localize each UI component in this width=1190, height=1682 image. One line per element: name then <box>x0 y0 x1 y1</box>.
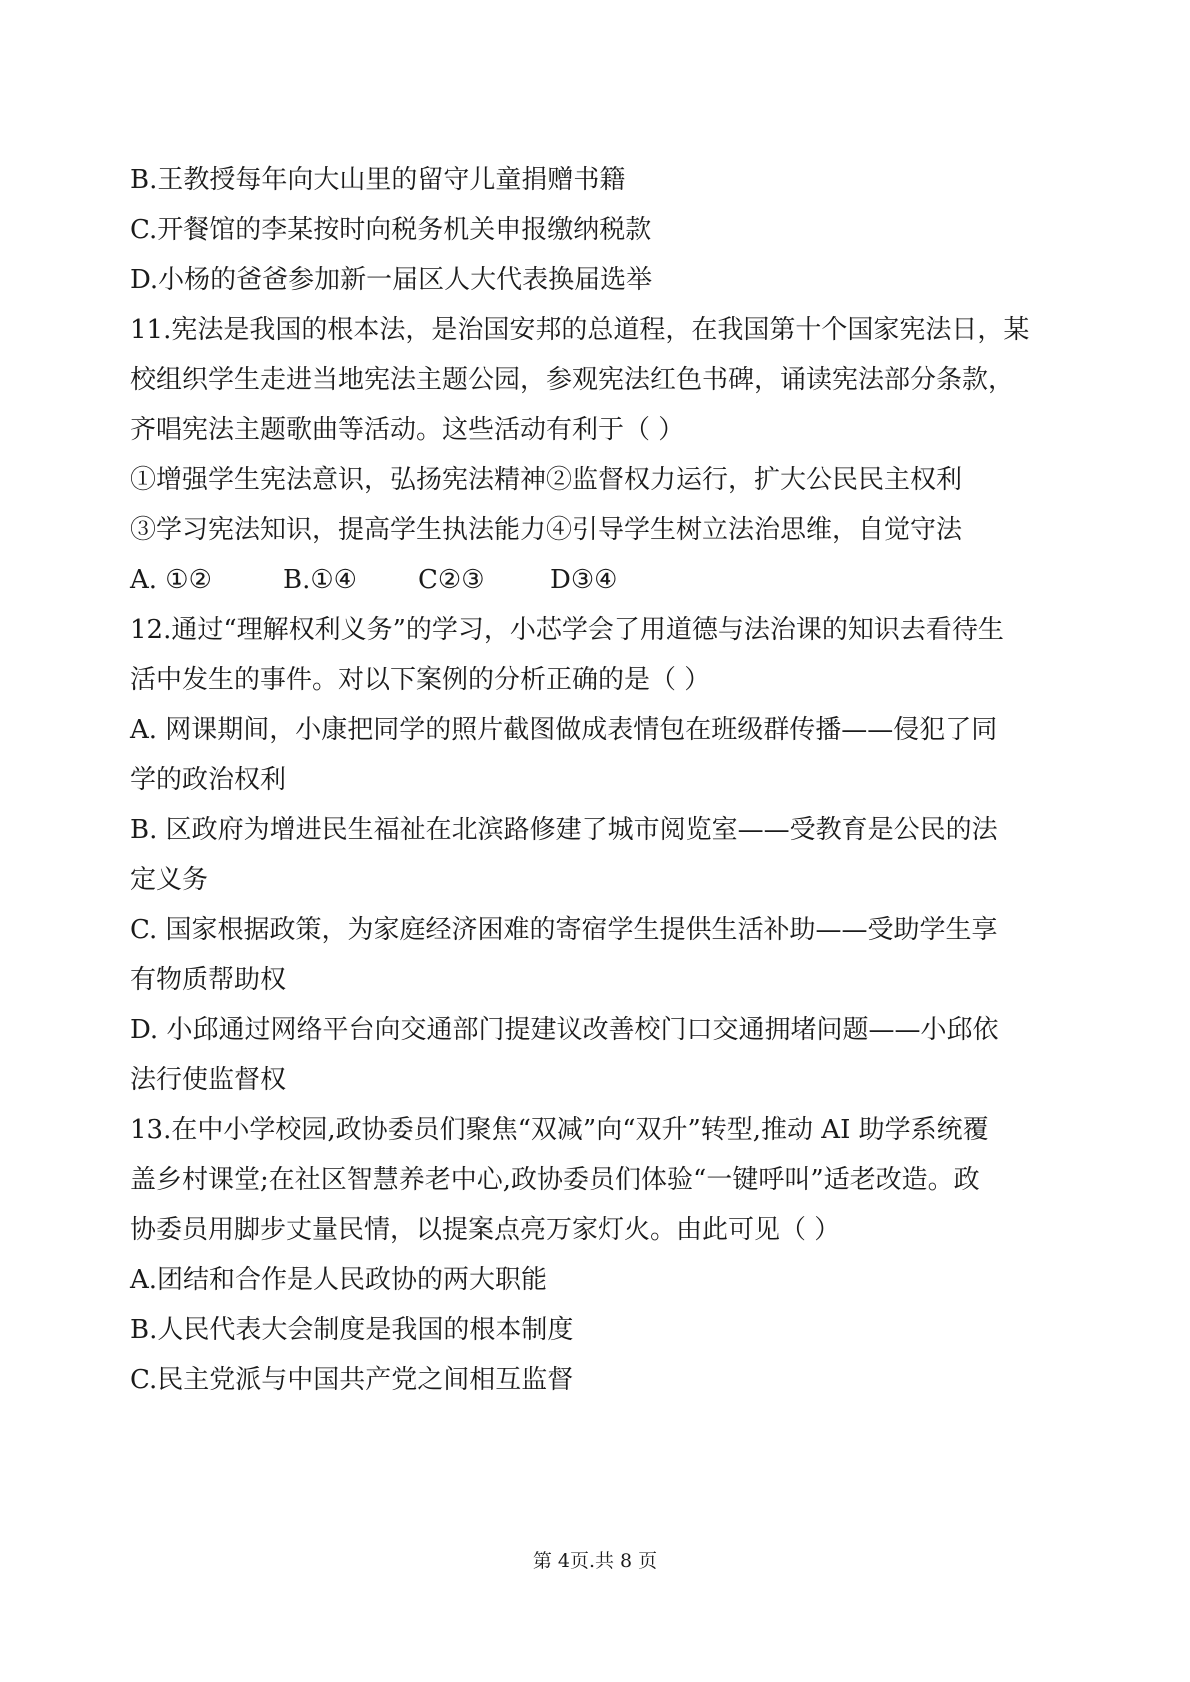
q13-option-a: A.团结和合作是人民政协的两大职能 <box>130 1265 548 1295</box>
q13-stem-line-1: 13.在中小学校园,政协委员们聚焦“双减”向“双升”转型,推动 AI 助学系统覆 <box>130 1115 989 1145</box>
q11-statement-2: ③学习宪法知识，提高学生执法能力④引导学生树立法治思维，自觉守法 <box>130 515 963 545</box>
prev-option-b: B.王教授每年向大山里的留守儿童捐赠书籍 <box>130 165 626 195</box>
q11-options <box>130 563 1060 597</box>
q12-option-b-line-2: 定义务 <box>130 865 209 895</box>
q13-stem-line-3: 协委员用脚步丈量民情，以提案点亮万家灯火。由此可见（ ） <box>130 1215 841 1245</box>
q12-option-b-line-1: B. 区政府为增进民生福祉在北滨路修建了城市阅览室——受教育是公民的法 <box>130 815 998 845</box>
q11-option-d: D③④ <box>550 565 618 595</box>
q13-stem-line-2: 盖乡村课堂;在社区智慧养老中心,政协委员们体验“一键呼叫”适老改造。政 <box>130 1165 980 1195</box>
q11-option-a: A. ①② <box>130 565 212 595</box>
q11-option-b: B.①④ <box>283 565 357 595</box>
q12-option-d-line-2: 法行使监督权 <box>130 1065 287 1095</box>
q11-stem-line-3: 齐唱宪法主题歌曲等活动。这些活动有利于（ ） <box>130 415 685 445</box>
q11-stem-line-1: 11.宪法是我国的根本法，是治国安邦的总道程，在我国第十个国家宪法日，某 <box>130 315 1030 345</box>
q12-option-a-line-1: A. 网课期间，小康把同学的照片截图做成表情包在班级群传播——侵犯了同 <box>130 715 998 745</box>
q12-option-a-line-2: 学的政治权利 <box>130 765 287 795</box>
q12-option-c-line-2: 有物质帮助权 <box>130 965 287 995</box>
q13-option-b: B.人民代表大会制度是我国的根本制度 <box>130 1315 574 1345</box>
q12-option-c-line-1: C. 国家根据政策，为家庭经济困难的寄宿学生提供生活补助——受助学生享 <box>130 915 998 945</box>
prev-option-c: C.开餐馆的李某按时向税务机关申报缴纳税款 <box>130 215 652 245</box>
q12-stem-line-1: 12.通过“理解权利义务”的学习，小芯学会了用道德与法治课的知识去看待生 <box>130 615 1004 645</box>
q11-stem-line-2: 校组织学生走进当地宪法主题公园，参观宪法红色书碑，诵读宪法部分条款， <box>130 365 1015 395</box>
prev-option-d: D.小杨的爸爸参加新一届区人大代表换届选举 <box>130 265 653 295</box>
page-number-footer: 第 4页.共 8 页 <box>532 1550 658 1572</box>
q12-option-d-line-1: D. 小邱通过网络平台向交通部门提建议改善校门口交通拥堵问题——小邱依 <box>130 1015 999 1045</box>
q11-statement-1: ①增强学生宪法意识，弘扬宪法精神②监督权力运行，扩大公民民主权利 <box>130 465 963 495</box>
q13-option-c: C.民主党派与中国共产党之间相互监督 <box>130 1365 574 1395</box>
q12-stem-line-2: 活中发生的事件。对以下案例的分析正确的是（ ） <box>130 665 711 695</box>
q11-option-c: C②③ <box>418 565 485 595</box>
